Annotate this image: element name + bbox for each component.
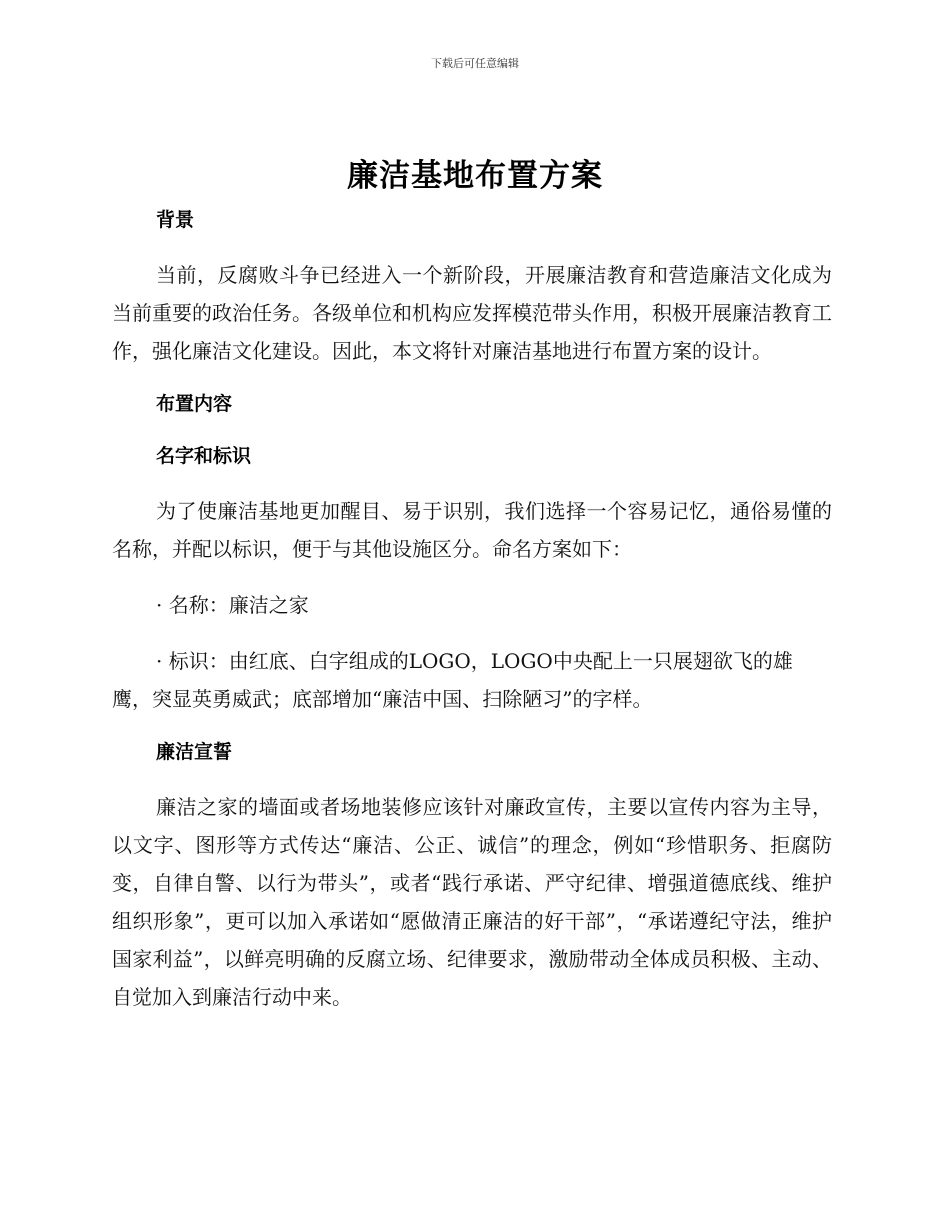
paragraph-background: 当前，反腐败斗争已经进入一个新阶段，开展廉洁教育和营造廉洁文化成为当前重要的政治任务。各级单位和机构应发挥模范带头作用，积极开展廉洁教育工作，强化廉洁文化建设。因此，本文将针对廉洁基地进行布置方案的设计。 xyxy=(112,263,832,363)
document-title: 廉洁基地布置方案 xyxy=(347,158,603,194)
paragraph-oath: 廉洁之家的墙面或者场地装修应该针对廉政宣传，主要以宣传内容为主导，以文字、图形等方式传达“廉洁、公正、诚信”的理念，例如“珍惜职务、拒腐防变，自律自警、以行为带头”，或者“践行承诺、严守纪律、增强道德底线、维护组织形象”，更可以加入承诺如“愿做清正廉洁的好干部”，“承诺遵纪守法，维护国家利益”，以鲜亮明确的反腐立场、纪律要求，激励带动全体成员积极、主动、自觉加入到廉洁行动中来。 xyxy=(112,795,832,1009)
section-heading-layout: 布置内容 xyxy=(156,393,233,415)
section-heading-background: 背景 xyxy=(156,209,195,231)
section-heading-name: 名字和标识 xyxy=(156,445,252,467)
bullet-logo: · 标识：由红底、白字组成的LOGO，LOGO中央配上一只展翅欲飞的雄鹰，突显英勇威武；底部增加“廉洁中国、扫除陋习”的字样。 xyxy=(112,649,793,711)
header-note: 下载后可任意编辑 xyxy=(431,57,519,70)
section-heading-oath: 廉洁宣誓 xyxy=(156,741,233,763)
paragraph-name: 为了使廉洁基地更加醒目、易于识别，我们选择一个容易记忆，通俗易懂的名称，并配以标识，便于与其他设施区分。命名方案如下： xyxy=(112,499,832,561)
bullet-name: · 名称：廉洁之家 xyxy=(156,593,309,617)
document-body xyxy=(112,202,832,1016)
